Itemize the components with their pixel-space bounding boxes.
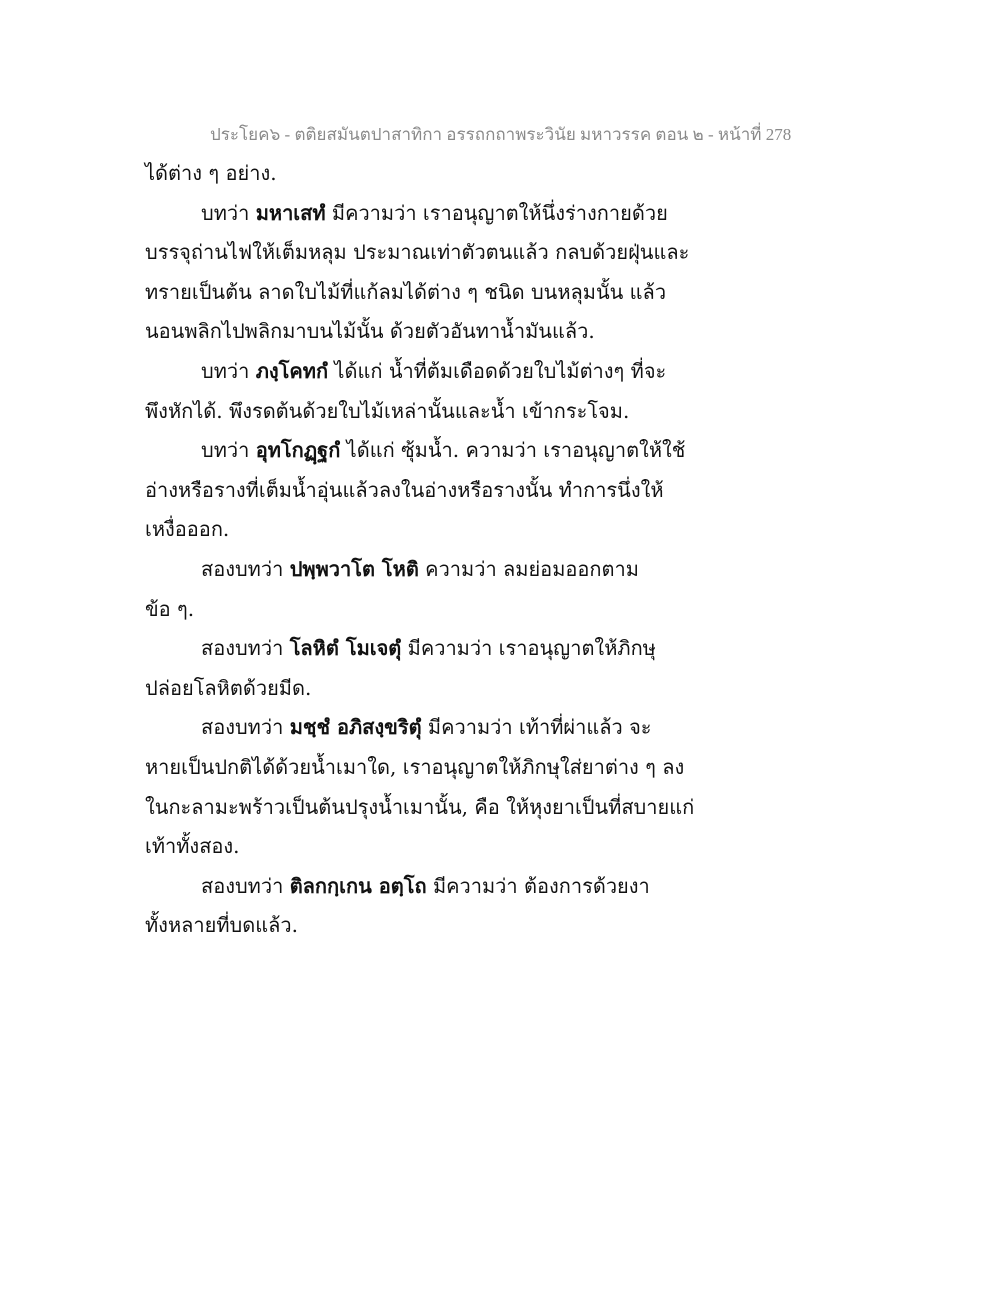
pali-term: ติลกกฺเกน อตฺโถ <box>289 873 427 898</box>
text-run: ได้ต่าง ๆ อย่าง. <box>145 161 277 185</box>
pali-term: อุทโกฏฺฐกํ <box>255 438 341 463</box>
pali-term: ปพฺพวาโต โหติ <box>289 556 419 581</box>
text-run: ได้แก่ ซุ้มน้ำ. ความว่า เราอนุญาตให้ใช้ <box>340 438 686 463</box>
text-line <box>145 827 690 867</box>
text-line <box>145 471 690 511</box>
text-run: มีความว่า เราอนุญาตให้ภิกษุ <box>401 636 656 661</box>
paragraph-first-line <box>145 352 690 392</box>
text-run: ทั้งหลายที่บดแล้ว. <box>145 913 298 938</box>
text-line <box>145 906 690 946</box>
text-run: สองบทว่า <box>201 556 290 581</box>
paragraph-first-line <box>145 194 690 234</box>
paragraph-first-line <box>145 550 690 590</box>
text-line <box>145 233 690 273</box>
text-line <box>145 392 690 432</box>
text-run: ข้อ ๆ. <box>145 596 195 621</box>
text-run: ในกะลามะพร้าวเป็นต้นปรุงน้ำเมานั้น, คือ ให้หุงยาเป็นที่สบายแก่ <box>145 794 695 819</box>
text-run: นอนพลิกไปพลิกมาบนไม้นั้น ด้วยตัวอันทาน้ำมันแล้ว. <box>145 319 595 344</box>
text-run: สองบทว่า <box>201 715 290 740</box>
text-run: ปล่อยโลหิตด้วยมีด. <box>145 675 312 700</box>
text-run: พึงหักได้. พึงรดต้นด้วยใบไม้เหล่านั้นและน้ำ เข้ากระโจม. <box>145 398 630 423</box>
text-run: บรรจุถ่านไฟให้เต็มหลุม ประมาณเท่าตัวตนแล้ว กลบด้วยฝุ่นและ <box>145 240 690 265</box>
pali-term: ภงฺโคทกํ <box>255 358 329 383</box>
running-header: ประโยค๖ - ตติยสมันตปาสาทิกา อรรถกถาพระวินัย มหาวรรค ตอน ๒ - หน้าที่ 278 <box>210 125 792 144</box>
text-run: เหงื่อออก. <box>145 517 230 542</box>
text-line <box>145 510 690 550</box>
text-run: มีความว่า ต้องการด้วยงา <box>426 873 650 898</box>
text-run: อ่างหรือรางที่เต็มน้ำอุ่นแล้วลงในอ่างหรือรางนั้น ทำการนึ่งให้ <box>145 477 664 502</box>
text-run: บทว่า <box>201 200 256 225</box>
text-run: ทรายเป็นต้น ลาดใบไม้ที่แก้ลมได้ต่าง ๆ ชนิด บนหลุมนั้น แล้ว <box>145 279 667 304</box>
body-text <box>145 154 695 946</box>
text-line <box>145 273 690 313</box>
pali-term: โลหิตํ โมเจตุํ <box>289 636 402 661</box>
text-line <box>145 590 690 630</box>
text-run: เท้าทั้งสอง. <box>145 834 240 859</box>
text-line <box>145 748 690 788</box>
paragraph-first-line <box>145 431 690 471</box>
text-run: ได้แก่ น้ำที่ต้มเดือดด้วยใบไม้ต่างๆ ที่จะ <box>328 358 667 383</box>
pali-term: มชฺชํ อภิสงฺขริตุํ <box>289 715 422 740</box>
text-run: มีความว่า เท้าที่ผ่าแล้ว จะ <box>421 715 652 740</box>
text-run: สองบทว่า <box>201 873 290 898</box>
pali-term: มหาเสทํ <box>255 200 326 225</box>
text-run: สองบทว่า <box>201 636 290 661</box>
text-line <box>145 788 695 828</box>
paragraph-first-line <box>145 708 690 748</box>
text-run: มีความว่า เราอนุญาตให้นึ่งร่างกายด้วย <box>325 200 668 225</box>
text-line <box>145 669 690 709</box>
paragraph-first-line <box>145 629 690 669</box>
text-line <box>145 312 690 352</box>
text-run: บทว่า <box>201 438 256 463</box>
paragraph-first-line <box>145 867 690 907</box>
text-run: บทว่า <box>201 358 256 383</box>
text-run: หายเป็นปกติได้ด้วยน้ำเมาใด, เราอนุญาตให้ภิกษุใส่ยาต่าง ๆ ลง <box>145 754 685 779</box>
text-line <box>145 154 690 194</box>
text-run: ความว่า ลมย่อมออกตาม <box>418 556 639 581</box>
